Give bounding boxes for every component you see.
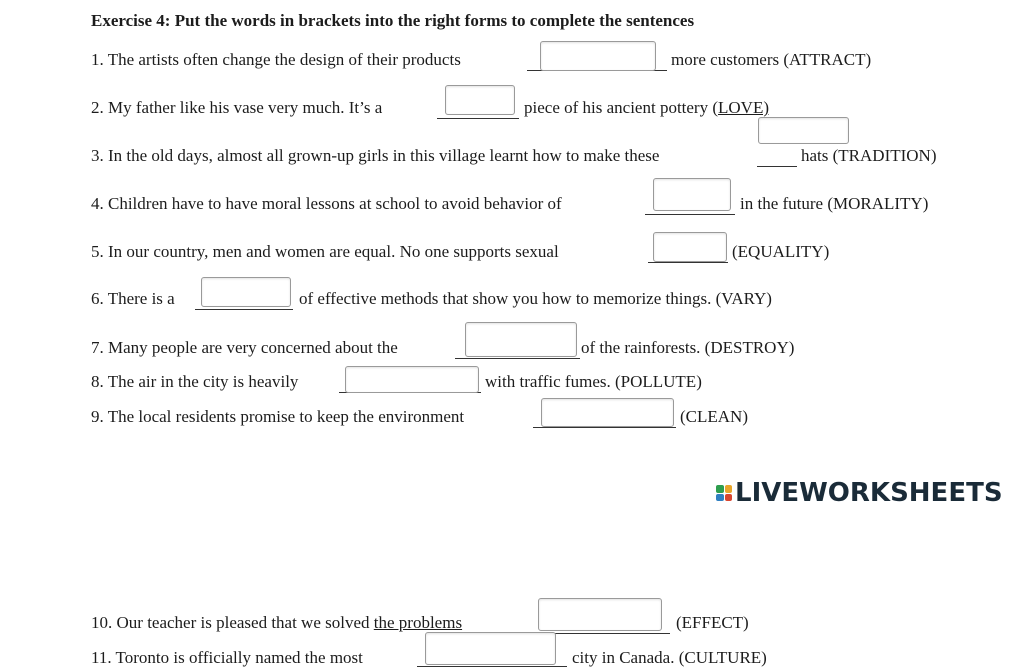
question-1-hint: more customers (ATTRACT) [671,50,872,69]
question-11-blank [417,666,567,667]
question-4-text: 4. Children have to have moral lessons at school to avoid behavior of [91,194,562,213]
question-1-text: 1. The artists often change the design of their products [91,50,461,69]
question-5-blank [648,262,728,263]
question-3-hint: hats (TRADITION) [801,146,937,165]
question-5-hint: (EQUALITY) [732,242,830,261]
logo-square-red [725,494,733,502]
question-11-text: 11. Toronto is officially named the most [91,648,363,667]
question-2-text: 2. My father like his vase very much. It’s a [91,98,383,117]
question-2-hint [524,98,769,118]
question-8-text: 8. The air in the city is heavily [91,372,299,391]
liveworksheets-logo [716,478,1003,508]
logo-square-orange [725,485,733,493]
question-1-answer-input[interactable] [540,41,656,71]
question-11-hint: city in Canada. (CULTURE) [572,648,767,667]
question-6-hint: of effective methods that show you how to memorize things. (VARY) [299,289,772,308]
question-6-blank [195,309,293,310]
question-8-hint: with traffic fumes. (POLLUTE) [485,372,702,391]
question-7-answer-input[interactable] [465,322,577,357]
question-9-blank [533,427,676,428]
question-2-hint-text: piece of his ancient pottery ( [524,98,719,117]
liveworksheets-logo-icon [716,485,732,501]
question-10-text [91,613,462,633]
question-7-text: 7. Many people are very concerned about the [91,338,398,357]
question-9-hint: (CLEAN) [680,407,748,426]
question-4-hint: in the future (MORALITY) [740,194,929,213]
question-10-answer-input[interactable] [538,598,662,631]
question-9-text: 9. The local residents promise to keep the environment [91,407,465,426]
question-7-hint: of the rainforests. (DESTROY) [581,338,795,357]
question-3-answer-input[interactable] [758,117,849,144]
liveworksheets-logo-text: LIVEWORKSHEETS [735,478,1003,508]
question-2-hint-word: LOVE) [718,98,769,117]
question-4-blank [645,214,735,215]
question-4-answer-input[interactable] [653,178,731,211]
question-8-answer-input[interactable] [345,366,479,393]
logo-square-green [716,485,724,493]
question-3-blank [757,166,797,167]
question-5-answer-input[interactable] [653,232,727,262]
question-10-text-plain: 10. Our teacher is pleased that we solved [91,613,374,632]
question-9-answer-input[interactable] [541,398,674,427]
question-2-blank [437,118,519,119]
question-2-answer-input[interactable] [445,85,515,115]
question-6-text: 6. There is a [91,289,175,308]
question-7-blank [455,358,580,359]
question-6-answer-input[interactable] [201,277,291,307]
question-10-hint: (EFFECT) [676,613,749,632]
question-5-text: 5. In our country, men and women are equal. No one supports sexual [91,242,559,261]
exercise-title: Exercise 4: Put the words in brackets into the right forms to complete the sentences [91,11,695,30]
question-3-text: 3. In the old days, almost all grown-up girls in this village learnt how to make these [91,146,660,165]
logo-square-blue [716,494,724,502]
question-10-text-underlined: the problems [373,613,463,632]
question-11-answer-input[interactable] [425,632,556,665]
